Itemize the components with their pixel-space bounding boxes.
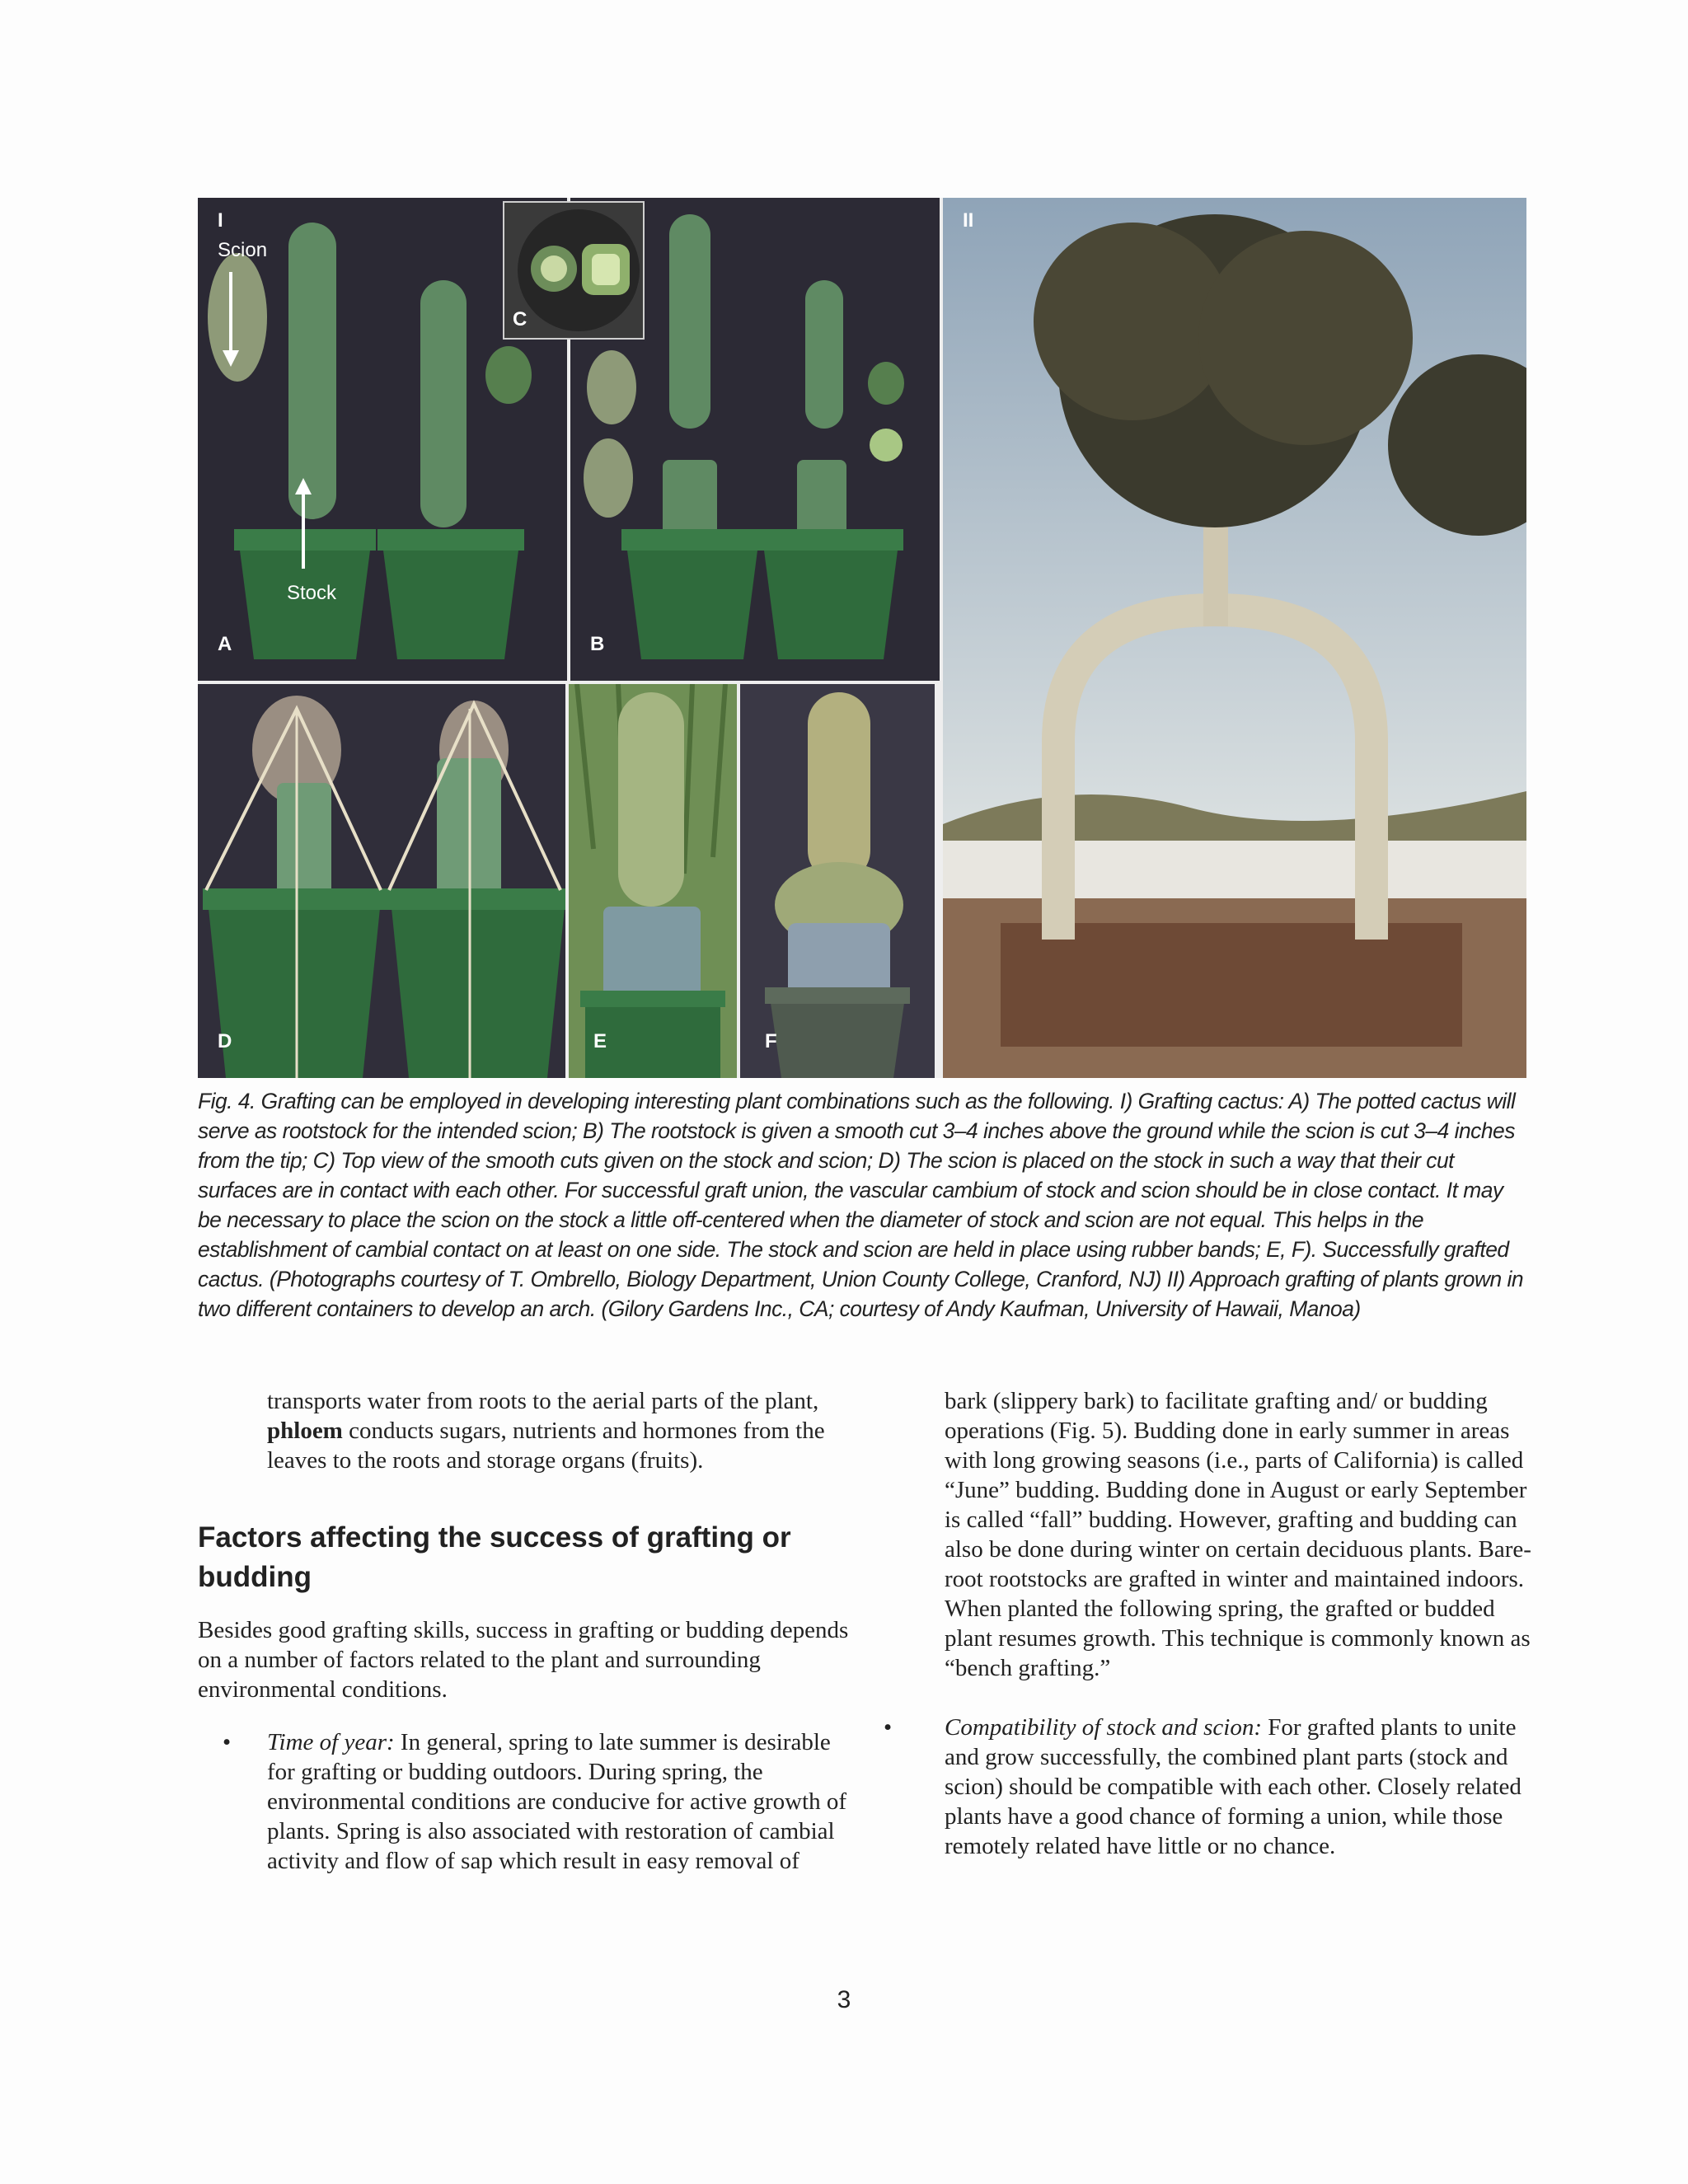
right-column xyxy=(884,1386,1538,1861)
left-continuation-paragraph xyxy=(267,1386,857,1475)
photo-panel-e xyxy=(569,684,737,1078)
panel-label-b: B xyxy=(590,633,605,655)
right-continuation-paragraph: bark (slippery bark) to facilitate grafting and/ or budding operations (Fig. 5). Budding done in early summer in areas with long growing seasons (i.e., parts of California) is called “June” budding. Budding done in August or early September is called “fall” budding. However, grafting and budding can also be done during winter on certain deciduous plants. Bare-root rootstocks are grafted in winter and maintained indoors. When planted the following spring, the grafted or budded plant resumes growth. This technique is commonly known as “bench grafting.” xyxy=(945,1388,1531,1681)
banded-graft-illustration xyxy=(198,684,565,1078)
bullet-icon: • xyxy=(223,1729,232,1755)
panel-label-f: F xyxy=(765,1030,777,1052)
photo-panel-ii xyxy=(943,198,1526,1078)
phloem-term: phloem xyxy=(267,1418,343,1444)
page-number: 3 xyxy=(837,1986,851,2013)
panel-label-e: E xyxy=(593,1030,607,1052)
bullet-text-compatibility: For grafted plants to unite and grow successfully, the combined plant parts (stock and scion) should be compatible with each other. Closely related plants have a good chance of forming a union, while those remotely related have little or no chance. xyxy=(945,1714,1522,1859)
section-label-i: I xyxy=(218,209,223,232)
photo-panel-d xyxy=(198,684,565,1078)
section-label-ii: II xyxy=(963,209,974,232)
continuation-text-start: transports water from roots to the aerial parts of the plant, xyxy=(267,1388,819,1414)
grafted-cactus-f-illustration xyxy=(740,684,935,1078)
section-heading: Factors affecting the success of grafting or budding xyxy=(198,1521,791,1593)
photo-panel-f xyxy=(740,684,935,1078)
bullet-text-time-of-year: In general, spring to late summer is desirable for grafting or budding outdoors. During spring, the environmental conditions are conducive for active growth of plants. Spring is also associated with restoration of cambial activity and flow of sap which result in easy removal of xyxy=(267,1729,847,1874)
grafted-cactus-e-illustration xyxy=(569,684,737,1078)
stock-label: Stock xyxy=(287,582,337,604)
bullet-compatibility xyxy=(875,1713,1538,1861)
continuation-text-end: conducts sugars, nutrients and hormones from the leaves to the roots and storage organs (fruits). xyxy=(267,1418,825,1474)
figure-4 xyxy=(198,198,1526,1078)
panel-label-d: D xyxy=(218,1030,232,1052)
figure-caption: Fig. 4. Grafting can be employed in developing interesting plant combinations such as the following. I) Grafting cactus: A) The potted cactus will serve as rootstock for the intended scion; B) The rootstock is given a smooth cut 3–4 inches above the ground while the scion is cut 3–4 inches from the tip; C) Top view of the smooth cuts given on the stock and scion; D) The scion is placed on the stock in such a way that their cut surfaces are in contact with each other. For successful graft union, the vascular cambium of stock and scion should be in close contact. It may be necessary to place the scion on the stock a little off-centered when the diameter of stock and scion are not equal. This helps in the establishment of cambial contact on at least on one side. The stock and scion are held in place using rubber bands; E, F). Successfully grafted cactus. (Photographs courtesy of T. Ombrello, Biology Department, Union County College, Cranford, NJ) II) Approach grafting of plants grown in two different containers to develop an arch. (Gilory Gardens Inc., CA; courtesy of Andy Kaufman, University of Hawaii, Manoa) xyxy=(198,1089,1524,1321)
photo-inset-c xyxy=(503,201,645,340)
bullet-term-time-of-year: Time of year: xyxy=(267,1729,395,1755)
bullet-term-compatibility: Compatibility of stock and scion: xyxy=(945,1714,1263,1741)
scion-label: Scion xyxy=(218,239,268,261)
left-column xyxy=(198,1386,857,1876)
tree-arch-illustration xyxy=(943,198,1526,1078)
bullet-icon: • xyxy=(884,1714,893,1741)
bullet-time-of-year xyxy=(198,1727,857,1876)
panel-label-c: C xyxy=(513,308,528,330)
panel-label-a: A xyxy=(218,633,232,655)
intro-paragraph: Besides good grafting skills, success in grafting or budding depends on a number of factors related to the plant and surrounding environmental conditions. xyxy=(198,1617,849,1703)
